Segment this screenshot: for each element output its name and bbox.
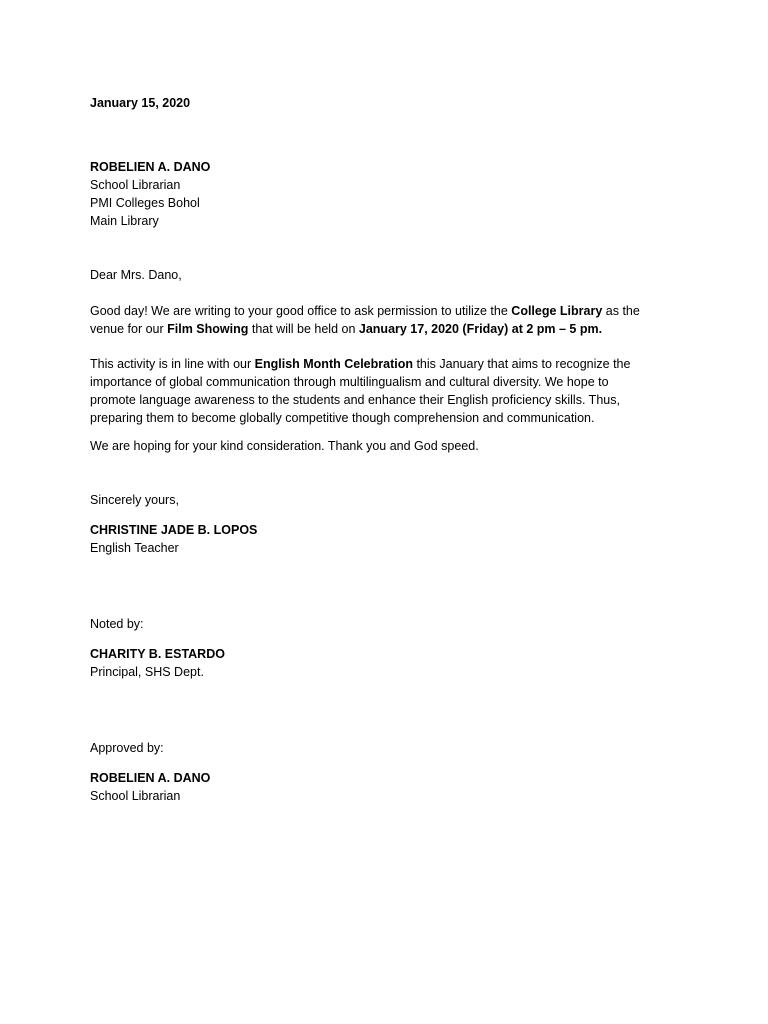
text-run: Good day! We are writing to your good office to ask permission to utilize the [90,304,512,318]
paragraph-line: promote language awareness to the students and enhance their English proficiency skills. Thus, [90,393,620,407]
text-run: this January that aims to recognize the [412,357,631,371]
paragraph-line [90,320,670,338]
text-run: This activity is in line with our [90,357,255,371]
sender-block [90,521,670,557]
noted-label: Noted by: [90,617,144,631]
approved-block [90,769,670,805]
letter-date: January 15, 2020 [90,96,191,110]
noted-block [90,645,670,681]
celebration-highlight: English Month Celebration [254,357,413,371]
paragraph-line: preparing them to become globally competitive though comprehension and communication. [90,411,595,425]
paragraph-request [90,302,670,338]
event-highlight: Film Showing [167,322,249,336]
recipient-title: School Librarian [90,178,181,192]
recipient-unit: Main Library [90,214,159,228]
paragraph-line: importance of global communication through multilingualism and cultural diversity. We hope to [90,375,609,389]
schedule-highlight: January 17, 2020 (Friday) at 2 pm – 5 pm. [358,322,603,336]
recipient-name: ROBELIEN A. DANO [90,160,211,174]
paragraph-line [90,355,670,373]
approved-name: ROBELIEN A. DANO [90,771,211,785]
sender-title: English Teacher [90,541,179,555]
text-run: as the [602,304,640,318]
paragraph-purpose [90,355,670,427]
noted-title: Principal, SHS Dept. [90,665,204,679]
salutation: Dear Mrs. Dano, [90,268,182,282]
approved-title: School Librarian [90,789,181,803]
paragraph-line [90,302,670,320]
paragraph-thanks: We are hoping for your kind consideration. Thank you and God speed. [90,439,479,453]
text-run: venue for our [90,322,168,336]
approved-label: Approved by: [90,741,164,755]
sender-name: CHRISTINE JADE B. LOPOS [90,523,258,537]
noted-name: CHARITY B. ESTARDO [90,647,225,661]
letter-body [90,94,670,805]
recipient-block [90,158,670,230]
text-run: that will be held on [248,322,359,336]
recipient-org: PMI Colleges Bohol [90,196,200,210]
closing: Sincerely yours, [90,493,179,507]
venue-highlight: College Library [511,304,603,318]
